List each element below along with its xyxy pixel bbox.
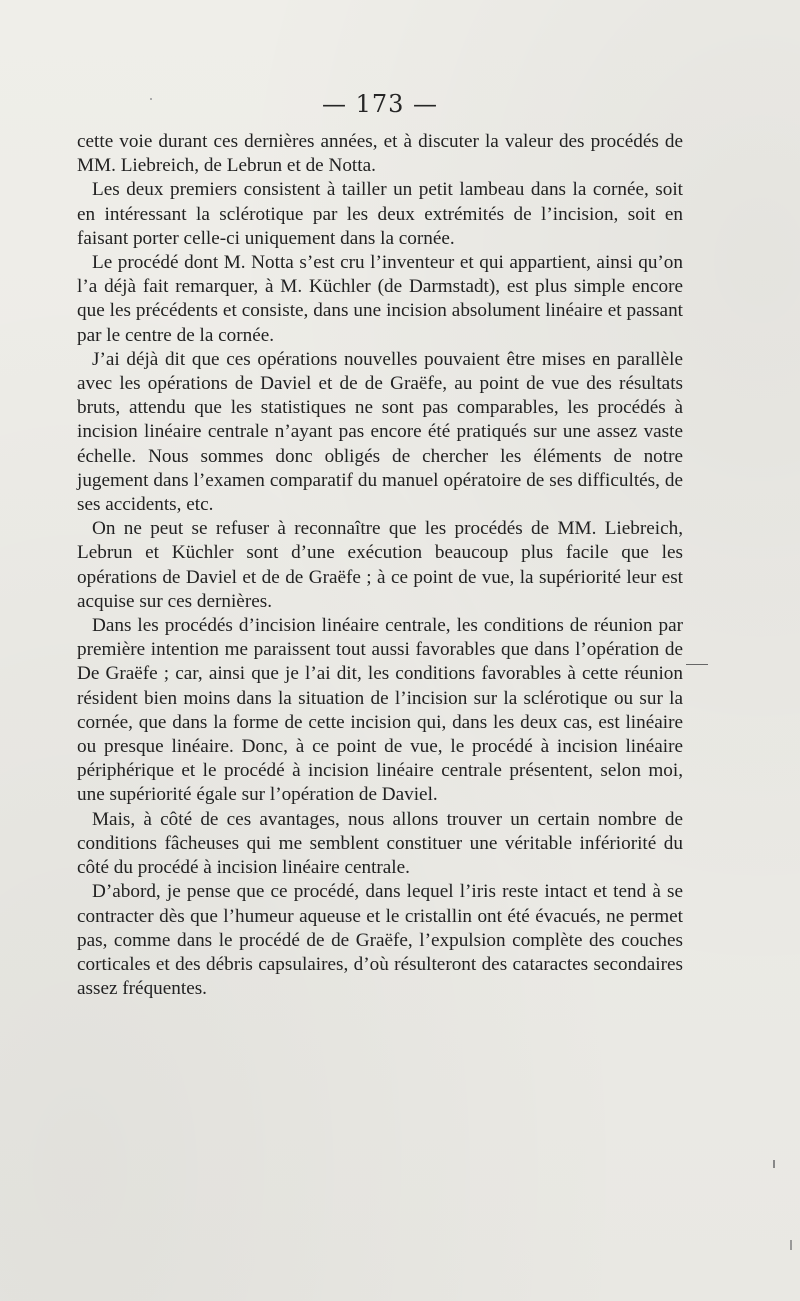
margin-speck	[686, 664, 708, 665]
margin-speck	[150, 98, 152, 100]
page-number: — 173 —	[321, 90, 439, 118]
paragraph-1: cette voie durant ces dernières années, et à discuter la valeur des procédés de MM. Liebreich, de Lebrun et de Notta.	[77, 131, 683, 177]
paragraph-8: D’abord, je pense que ce procédé, dans lequel l’iris reste intact et tend à se contracter dès que l’humeur aqueuse et le cristallin ont été évacués, ne permet pas, comme dans le procédé de de Graëfe, l’expulsion complète des couches corticales et des débris capsulaires, d’où résulteront des cataractes secondaires assez fréquentes.	[77, 881, 683, 1000]
margin-speck	[790, 1240, 792, 1250]
body-text	[77, 130, 683, 1001]
paragraph-3: Le procédé dont M. Notta s’est cru l’inventeur et qui appartient, ainsi qu’on l’a déjà fait remarquer, à M. Küchler (de Darmstadt), est plus simple encore que les précédents et consiste, dans une incision absolument linéaire et passant par le centre de la cornée.	[77, 252, 683, 346]
paragraph-5: On ne peut se refuser à reconnaître que les procédés de MM. Liebreich, Lebrun et Küchler sont d’une exécution beaucoup plus facile que les opérations de Daviel et de de Graëfe ; à ce point de vue, la supériorité leur est acquise sur ces dernières.	[77, 518, 683, 612]
paragraph-7: Mais, à côté de ces avantages, nous allons trouver un certain nombre de conditions fâcheuses qui me semblent constituer une véritable infériorité du côté du procédé à incision linéaire centrale.	[77, 808, 683, 879]
paragraph-6: Dans les procédés d’incision linéaire centrale, les conditions de réunion par première intention me paraissent tout aussi favorables que dans l’opération de De Graëfe ; car, ainsi que je l’ai dit, les conditions favorables à cette réunion résident bien moins dans la situation de l’incision sur la sclérotique ou sur la cornée, que dans la forme de cette incision qui, dans les deux cas, est linéaire ou presque linéaire. Donc, à ce point de vue, le procédé à incision linéaire périphérique et le procédé à incision linéaire centrale présentent, selon moi, une supériorité égale sur l’opération de Daviel.	[77, 615, 683, 806]
paragraph-2: Les deux premiers consistent à tailler un petit lambeau dans la cornée, soit en intéressant la sclérotique par les deux extrémités de l’incision, soit en faisant porter celle-ci uniquement dans la cornée.	[77, 179, 683, 249]
paragraph-4: J’ai déjà dit que ces opérations nouvelles pouvaient être mises en parallèle avec les opérations de Daviel et de de Graëfe, au point de vue des résultats bruts, attendu que les statistiques ne sont pas comparables, les procédés à incision linéaire centrale n’ayant pas encore été pratiqués sur une assez vaste échelle. Nous sommes donc obligés de chercher les éléments de notre jugement dans l’examen comparatif du manuel opératoire de ses difficultés, de ses accidents, etc.	[77, 348, 683, 516]
margin-speck	[773, 1160, 775, 1168]
